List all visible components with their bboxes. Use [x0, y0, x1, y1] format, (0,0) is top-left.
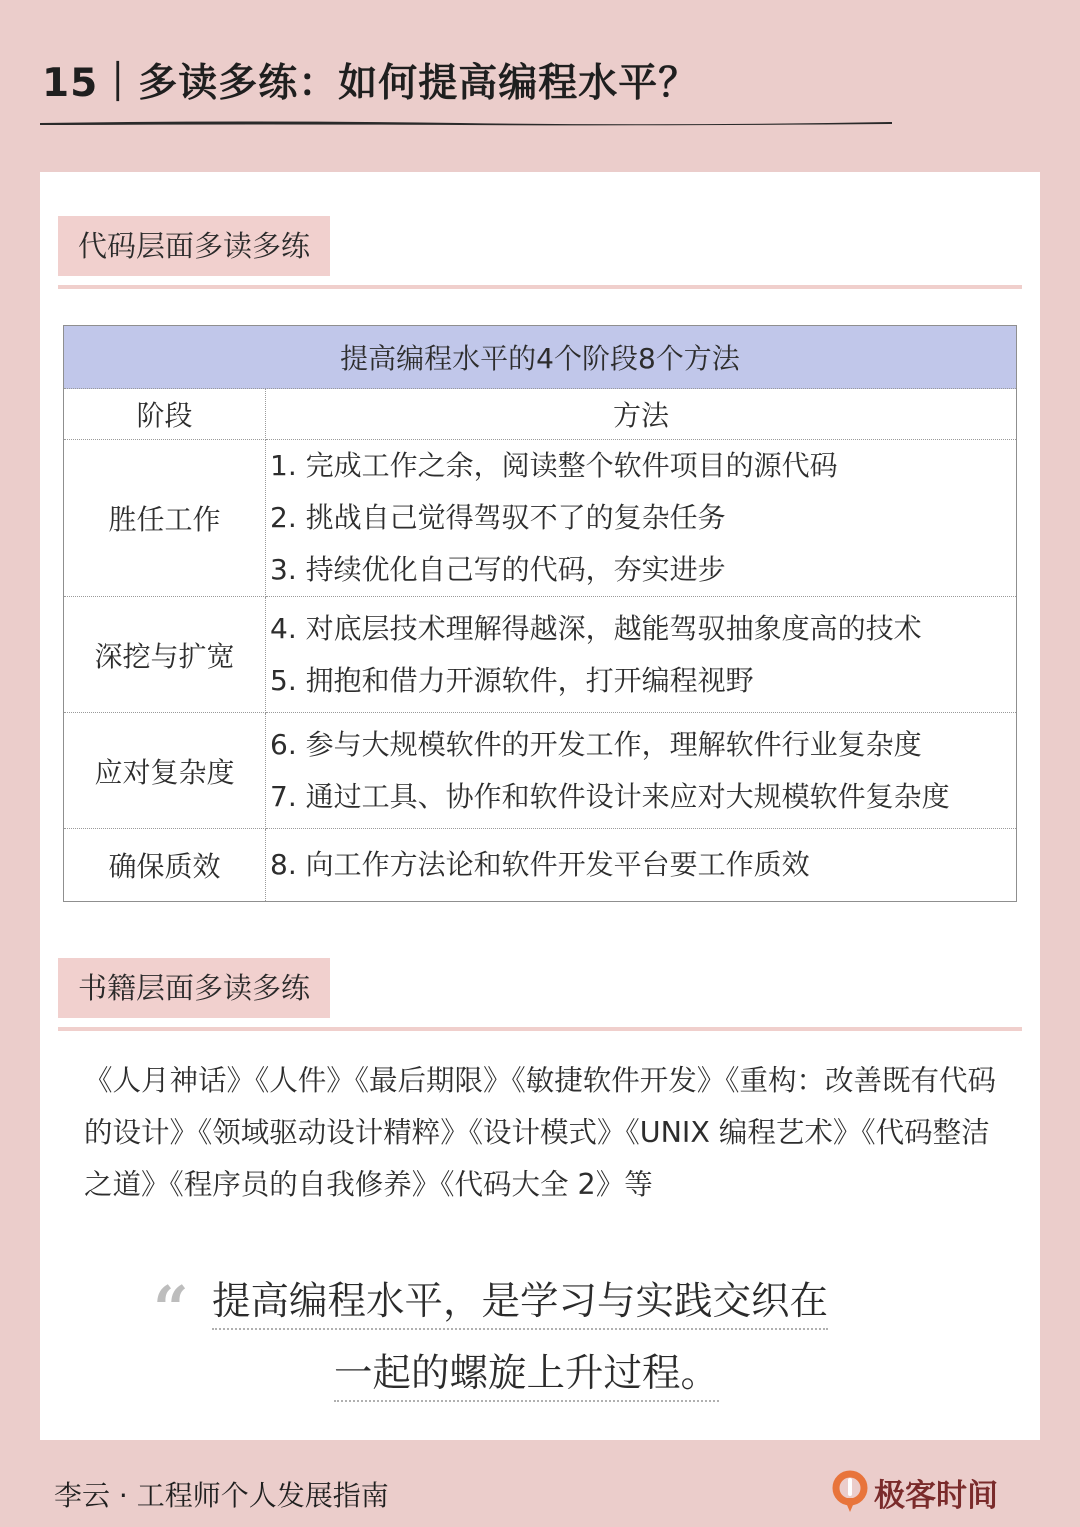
stage-cell: 深挖与扩宽	[64, 597, 266, 713]
title-brush-underline	[40, 118, 892, 128]
method-item: 6. 参与大规模软件的开发工作，理解软件行业复杂度	[270, 727, 922, 761]
section-divider	[58, 285, 1022, 289]
page-title: 15｜多读多练：如何提高编程水平？	[42, 61, 699, 106]
method-item: 2. 挑战自己觉得驾驭不了的复杂任务	[270, 501, 726, 534]
quote-line-1: 提高编程水平，是学习与实践交织在	[212, 1278, 828, 1330]
stage-cell: 应对复杂度	[64, 713, 266, 829]
course-author: 李云 · 工程师个人发展指南	[54, 1479, 389, 1512]
section-tag-code: 代码层面多读多练	[58, 216, 330, 276]
method-item: 7. 通过工具、协作和软件设计来应对大规模软件复杂度	[270, 779, 950, 813]
method-item: 4. 对底层技术理解得越深，越能驾驭抽象度高的技术	[270, 611, 922, 645]
table-row	[64, 597, 1017, 713]
method-cell	[266, 597, 1017, 713]
method-item: 8. 向工作方法论和软件开发平台要工作质效	[270, 848, 810, 881]
brand-logo	[830, 1470, 998, 1514]
content-card	[40, 172, 1040, 1440]
table-row	[64, 713, 1017, 829]
stage-cell: 胜任工作	[64, 440, 266, 597]
geektime-logo-icon	[830, 1470, 870, 1514]
column-header-stage: 阶段	[64, 389, 266, 440]
method-item: 5. 拥抱和借力开源软件，打开编程视野	[270, 663, 754, 697]
table-row	[64, 440, 1017, 597]
book-list: 《人月神话》《人件》《最后期限》《敏捷软件开发》《重构：改善既有代码的设计》《领域驱动设计精粹》《设计模式》《UNIX 编程艺术》《代码整洁之道》《程序员的自我修养》《代码大全 2》等	[84, 1064, 997, 1201]
stage-cell: 确保质效	[64, 829, 266, 902]
section-tag-books: 书籍层面多读多练	[58, 958, 330, 1018]
quote-mark-icon: “	[153, 1272, 189, 1345]
method-item: 3. 持续优化自己写的代码，夯实进步	[270, 553, 726, 586]
method-cell	[266, 440, 1017, 597]
table-title: 提高编程水平的4个阶段8个方法	[64, 326, 1017, 389]
quote-line-2: 一起的螺旋上升过程。	[334, 1350, 719, 1402]
method-item: 1. 完成工作之余，阅读整个软件项目的源代码	[270, 449, 838, 482]
method-cell	[266, 713, 1017, 829]
methods-table	[63, 325, 1017, 902]
section-divider	[58, 1027, 1022, 1031]
method-cell	[266, 829, 1017, 902]
table-row	[64, 829, 1017, 902]
brand-name: 极客时间	[874, 1477, 998, 1514]
column-header-method: 方法	[266, 389, 1017, 440]
